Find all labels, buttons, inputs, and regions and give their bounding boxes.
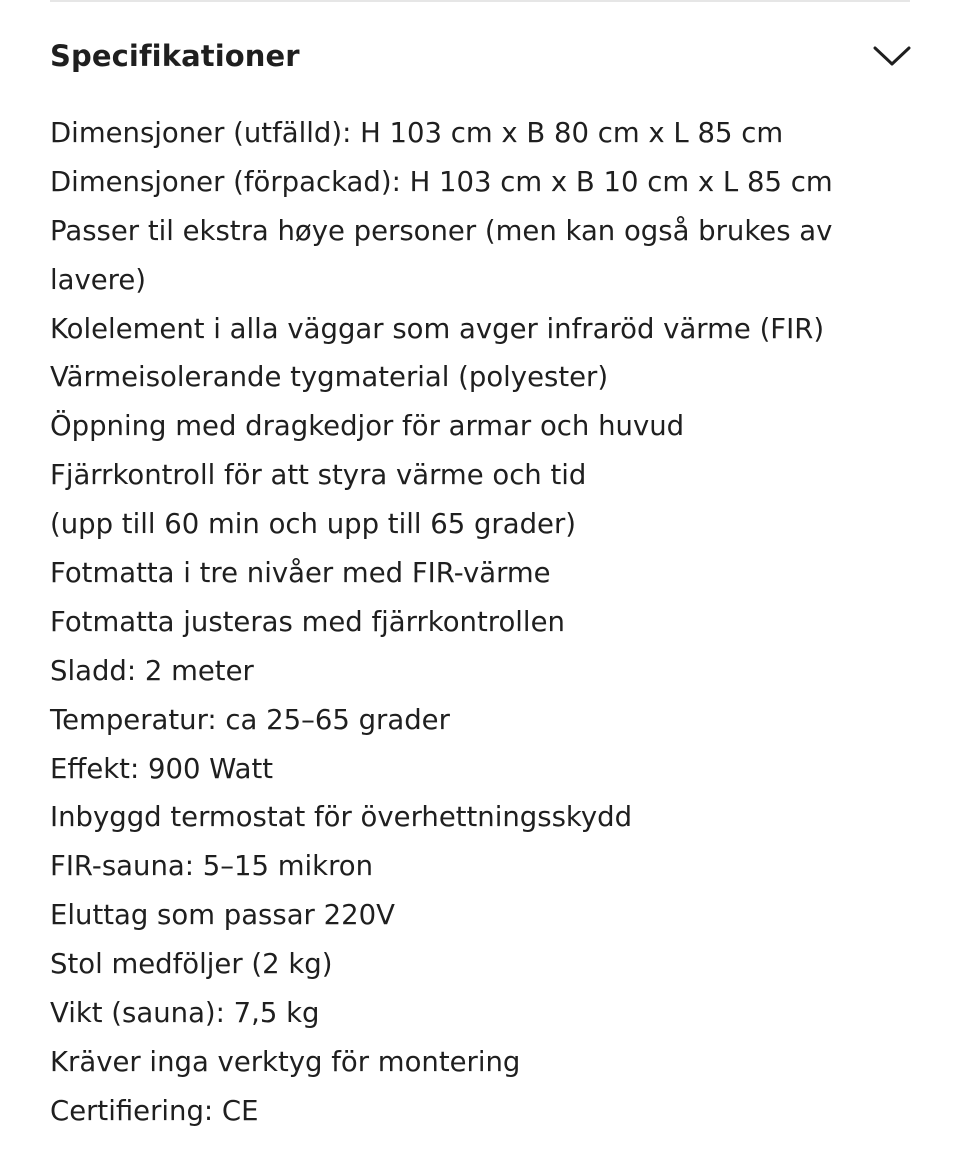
spec-item: Dimensjoner (förpackad): H 103 cm x B 10 cm x L 85 cm [50, 165, 833, 198]
spec-item: lavere) [50, 263, 147, 296]
spec-item: Effekt: 900 Watt [50, 752, 274, 785]
spec-item: Temperatur: ca 25–65 grader [50, 703, 450, 736]
spec-item: (upp till 60 min och upp till 65 grader) [50, 508, 576, 541]
spec-item: Fotmatta justeras med fjärrkontrollen [50, 605, 565, 638]
spec-item: Passer til ekstra høye personer (men kan også brukes av [50, 214, 833, 247]
specifications-list [50, 109, 920, 1136]
spec-item: Värmeisolerande tygmaterial (polyester) [50, 361, 609, 394]
spec-item: Eluttag som passar 220V [50, 899, 395, 932]
top-divider [50, 0, 910, 2]
spec-item: Inbyggd termostat för överhettningsskydd [50, 801, 633, 834]
spec-item: Vikt (sauna): 7,5 kg [50, 997, 320, 1030]
spec-item: Öppning med dragkedjor för armar och huvud [50, 410, 685, 443]
spec-item: Kräver inga verktyg för montering [50, 1045, 521, 1078]
specifications-accordion-header[interactable] [50, 28, 912, 84]
spec-item: Kolelement i alla väggar som avger infraröd värme (FIR) [50, 312, 825, 345]
spec-item: Dimensjoner (utfälld): H 103 cm x B 80 cm x L 85 cm [50, 117, 784, 149]
spec-item: Fotmatta i tre nivåer med FIR-värme [50, 557, 551, 590]
section-title: Specifikationer [50, 39, 300, 73]
chevron-down-icon[interactable] [872, 36, 912, 76]
spec-item: FIR-sauna: 5–15 mikron [50, 850, 374, 883]
spec-item: Fjärrkontroll för att styra värme och tid [50, 459, 587, 492]
spec-item: Sladd: 2 meter [50, 654, 254, 687]
spec-item: Certifiering: CE [50, 1094, 259, 1127]
spec-item: Stol medföljer (2 kg) [50, 948, 333, 981]
